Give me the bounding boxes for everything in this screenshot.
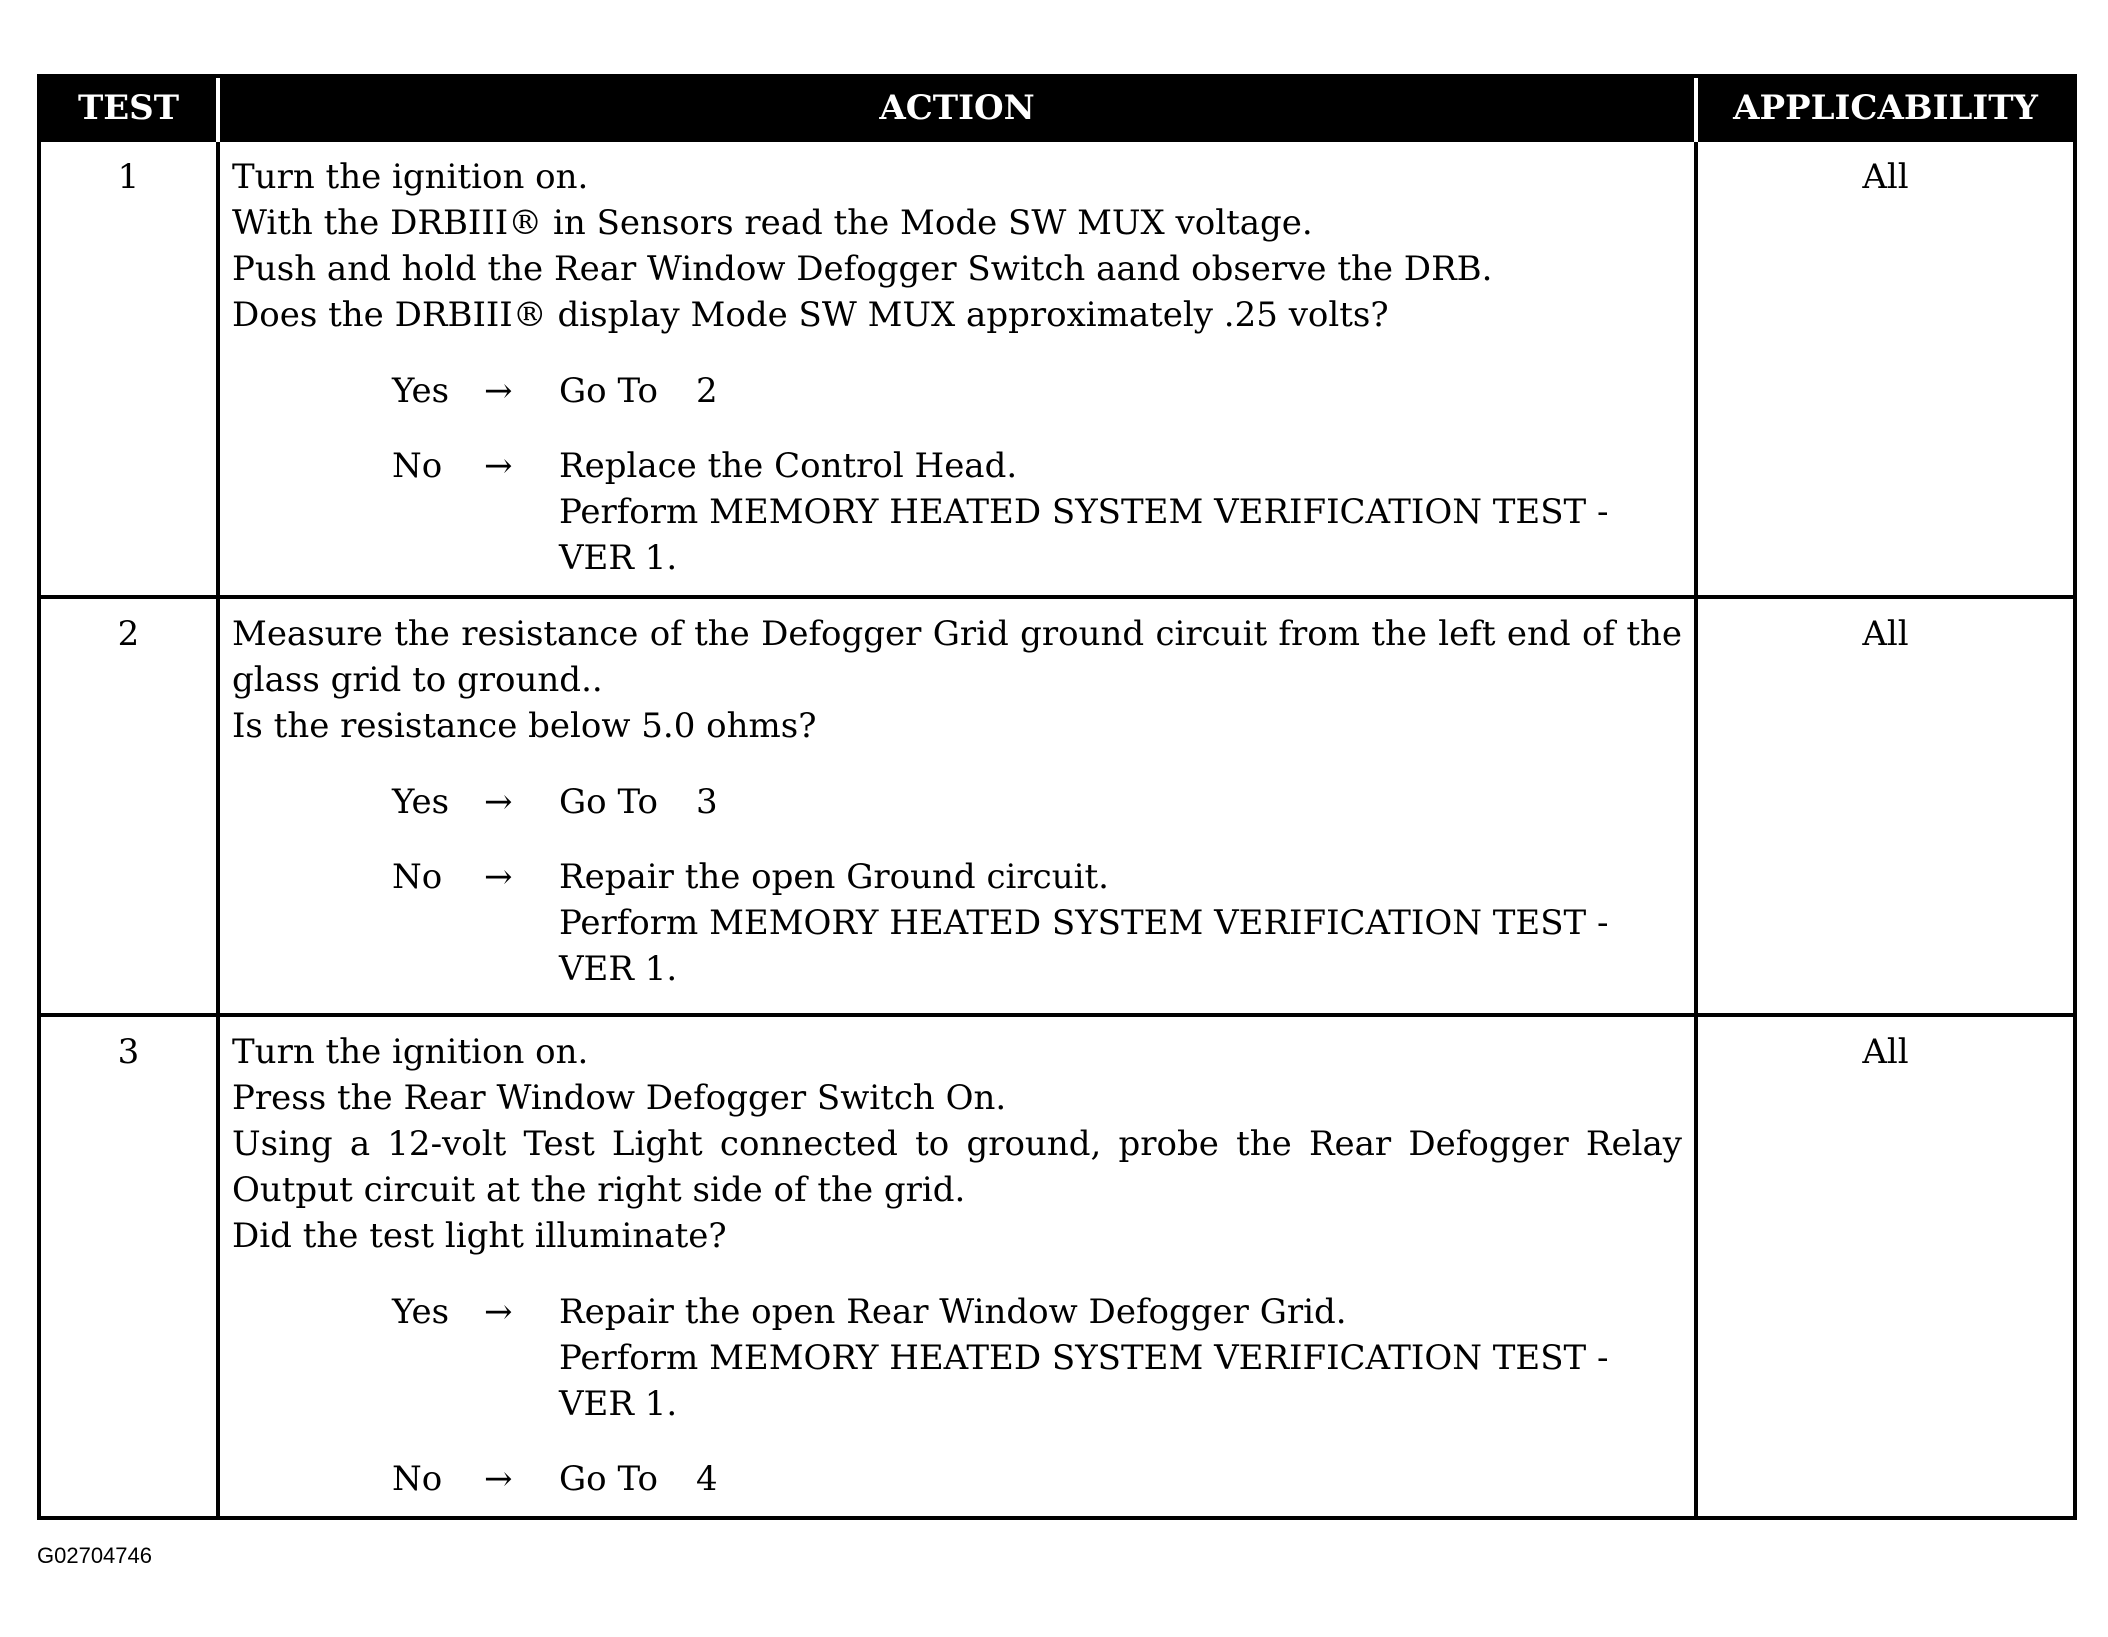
outcome-result <box>559 368 1682 414</box>
test-row-3 <box>41 1015 2073 1516</box>
result-line: VER 1. <box>559 1384 678 1424</box>
outcome-result <box>559 1289 1682 1427</box>
result-line: Perform MEMORY HEATED SYSTEM VERIFICATION TEST - <box>559 1338 1609 1378</box>
goto-label: Go To <box>559 1459 658 1499</box>
header-row <box>41 78 2073 140</box>
test-row-2 <box>41 597 2073 1015</box>
action-step: Turn the ignition on. <box>232 1032 589 1072</box>
answer-label: No <box>392 446 443 486</box>
result-line: Perform MEMORY HEATED SYSTEM VERIFICATION TEST - <box>559 492 1609 532</box>
arrow-icon: → <box>484 1459 513 1499</box>
outcome-yes <box>392 368 1682 414</box>
arrow-icon: → <box>484 446 513 486</box>
action-step: Press the Rear Window Defogger Switch On. <box>232 1078 1007 1118</box>
answer-label: No <box>392 857 443 897</box>
outcome-result <box>559 1456 1682 1502</box>
outcomes <box>232 779 1682 992</box>
answer-label: Yes <box>392 371 450 411</box>
answer-label: Yes <box>392 782 450 822</box>
outcome-result <box>559 854 1682 992</box>
test-row-1 <box>41 140 2073 597</box>
result-line: Replace the Control Head. <box>559 446 1018 486</box>
action-step: Does the DRBIII® display Mode SW MUX approximately .25 volts? <box>232 295 1389 335</box>
goto-number: 2 <box>695 371 718 411</box>
action-step: Measure the resistance of the Defogger Grid ground circuit from the left end of the glass grid to ground.. <box>232 614 1682 700</box>
outcome-result <box>559 443 1682 581</box>
test-number: 1 <box>41 140 218 597</box>
action-step: Did the test light illuminate? <box>232 1216 727 1256</box>
goto-number: 3 <box>695 782 718 822</box>
test-number: 3 <box>41 1015 218 1516</box>
outcome-yes <box>392 1289 1682 1427</box>
result-line: VER 1. <box>559 949 678 989</box>
result-line: Repair the open Ground circuit. <box>559 857 1109 897</box>
test-number: 2 <box>41 597 218 1015</box>
diagnostic-test-table <box>37 74 2077 1520</box>
test-table <box>41 78 2073 1516</box>
header-applicability: APPLICABILITY <box>1696 78 2073 140</box>
goto-number: 4 <box>695 1459 718 1499</box>
outcome-no <box>392 443 1682 581</box>
outcomes <box>232 1289 1682 1502</box>
applicability: All <box>1696 140 2073 597</box>
action-cell <box>218 597 1696 1015</box>
figure-id: G02704746 <box>37 1543 152 1568</box>
action-step: Push and hold the Rear Window Defogger Switch aand observe the DRB. <box>232 249 1493 289</box>
outcome-result <box>559 779 1682 825</box>
arrow-icon: → <box>484 857 513 897</box>
applicability: All <box>1696 1015 2073 1516</box>
outcome-no <box>392 1456 1682 1502</box>
header-test: TEST <box>41 78 218 140</box>
action-cell <box>218 140 1696 597</box>
action-cell <box>218 1015 1696 1516</box>
goto-label: Go To <box>559 782 658 822</box>
result-line: VER 1. <box>559 538 678 578</box>
action-step: Is the resistance below 5.0 ohms? <box>232 706 817 746</box>
arrow-icon: → <box>484 782 513 822</box>
answer-label: Yes <box>392 1292 450 1332</box>
result-line: Perform MEMORY HEATED SYSTEM VERIFICATION TEST - <box>559 903 1609 943</box>
applicability: All <box>1696 597 2073 1015</box>
action-step: With the DRBIII® in Sensors read the Mode SW MUX voltage. <box>232 203 1313 243</box>
result-line: Repair the open Rear Window Defogger Grid. <box>559 1292 1347 1332</box>
arrow-icon: → <box>484 371 513 411</box>
outcomes <box>232 368 1682 581</box>
answer-label: No <box>392 1459 443 1499</box>
action-step: Turn the ignition on. <box>232 157 589 197</box>
arrow-icon: → <box>484 1292 513 1332</box>
header-action: ACTION <box>218 78 1696 140</box>
action-step: Using a 12-volt Test Light connected to ground, probe the Rear Defogger Relay Output circuit at the right side of the grid. <box>232 1124 1682 1210</box>
goto-label: Go To <box>559 371 658 411</box>
outcome-yes <box>392 779 1682 825</box>
outcome-no <box>392 854 1682 992</box>
